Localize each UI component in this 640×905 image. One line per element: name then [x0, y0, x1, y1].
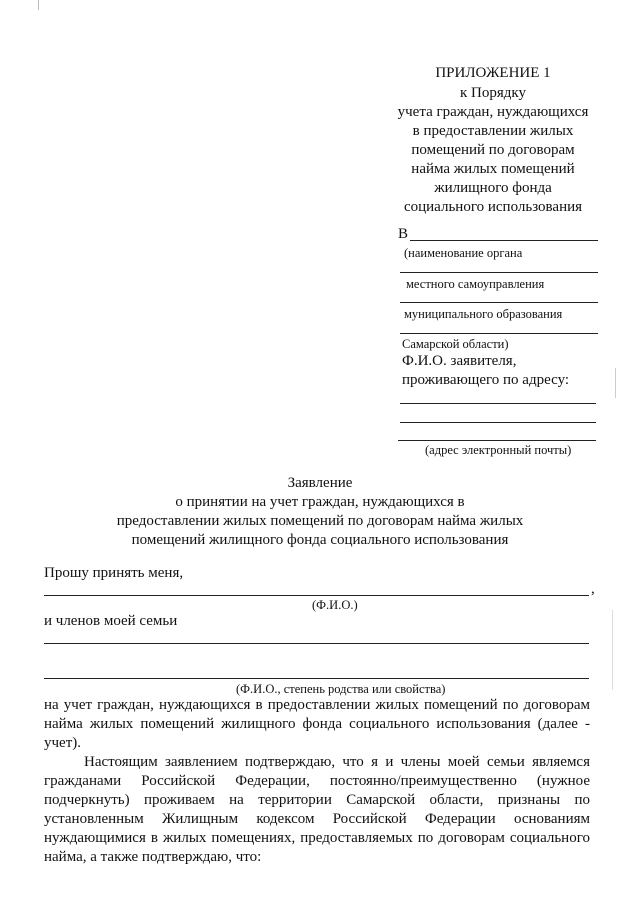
fio-caption: (Ф.И.О.) [312, 598, 358, 612]
paragraph-line: учет). [44, 735, 82, 751]
applicant-label: Ф.И.О. заявителя, [402, 353, 517, 369]
appendix-line: социального использования [403, 199, 583, 215]
scan-mark [612, 610, 613, 690]
organ-caption: муниципального образования [404, 307, 563, 321]
family-caption: (Ф.И.О., степень родства или свойства) [236, 682, 446, 696]
organ-caption: местного самоуправления [406, 277, 545, 291]
fio-line [44, 595, 589, 596]
paragraph-line: установленным Жилищным кодексом Российской Федерации основаниям [44, 811, 590, 827]
paragraph-line: найма жилых помещений жилищного фонда социального использования (далее - [44, 716, 590, 732]
comma: , [591, 581, 595, 597]
organ-caption: (наименование органа [404, 246, 523, 260]
document-subtitle: помещений жилищного фонда социального использования [131, 532, 509, 548]
organ-line [410, 240, 598, 241]
address-line [398, 440, 596, 441]
paragraph-line: Настоящим заявлением подтверждаю, что я и члены моей семьи являемся [84, 754, 590, 770]
paragraph-line: гражданами Российской Федерации, постоянно/преимущественно (нужное [44, 773, 590, 789]
addressee-to: В [398, 226, 409, 242]
organ-line [400, 333, 598, 334]
paragraph-line: на учет граждан, нуждающихся в предоставлении жилых помещений по договорам [44, 697, 590, 713]
organ-caption: Самарской области) [402, 337, 509, 351]
appendix-line: учета граждан, нуждающихся [397, 104, 589, 120]
request-text: Прошу принять меня, [44, 565, 184, 581]
appendix-line: в предоставлении жилых [412, 123, 574, 139]
appendix-line: жилищного фонда [434, 180, 552, 196]
appendix-line: к Порядку [460, 85, 526, 101]
paragraph-line: найма, а также подтверждаю, что: [44, 849, 262, 865]
applicant-address-label: проживающего по адресу: [402, 372, 570, 388]
family-line [44, 678, 589, 679]
address-line [400, 422, 596, 423]
organ-line [400, 272, 598, 273]
scan-mark [38, 0, 39, 10]
document-subtitle: предоставлении жилых помещений по договорам найма жилых [116, 513, 524, 529]
address-line [400, 403, 596, 404]
document-subtitle: о принятии на учет граждан, нуждающихся в [175, 494, 465, 510]
appendix-title: ПРИЛОЖЕНИЕ 1 [435, 65, 551, 81]
scan-mark [615, 368, 616, 398]
organ-line [400, 302, 598, 303]
appendix-line: помещений по договорам [411, 142, 575, 158]
paragraph-line: подчеркнуть) проживаем на территории Самарской области, признаны по [44, 792, 590, 808]
document-title: Заявление [287, 475, 353, 491]
family-label: и членов моей семьи [44, 613, 178, 629]
paragraph-line: нуждающимися в жилых помещениях, предоставляемых по договорам социального [44, 830, 590, 846]
family-line [44, 643, 589, 644]
appendix-line: найма жилых помещений [411, 161, 575, 177]
email-caption: (адрес электронный почты) [425, 443, 572, 457]
